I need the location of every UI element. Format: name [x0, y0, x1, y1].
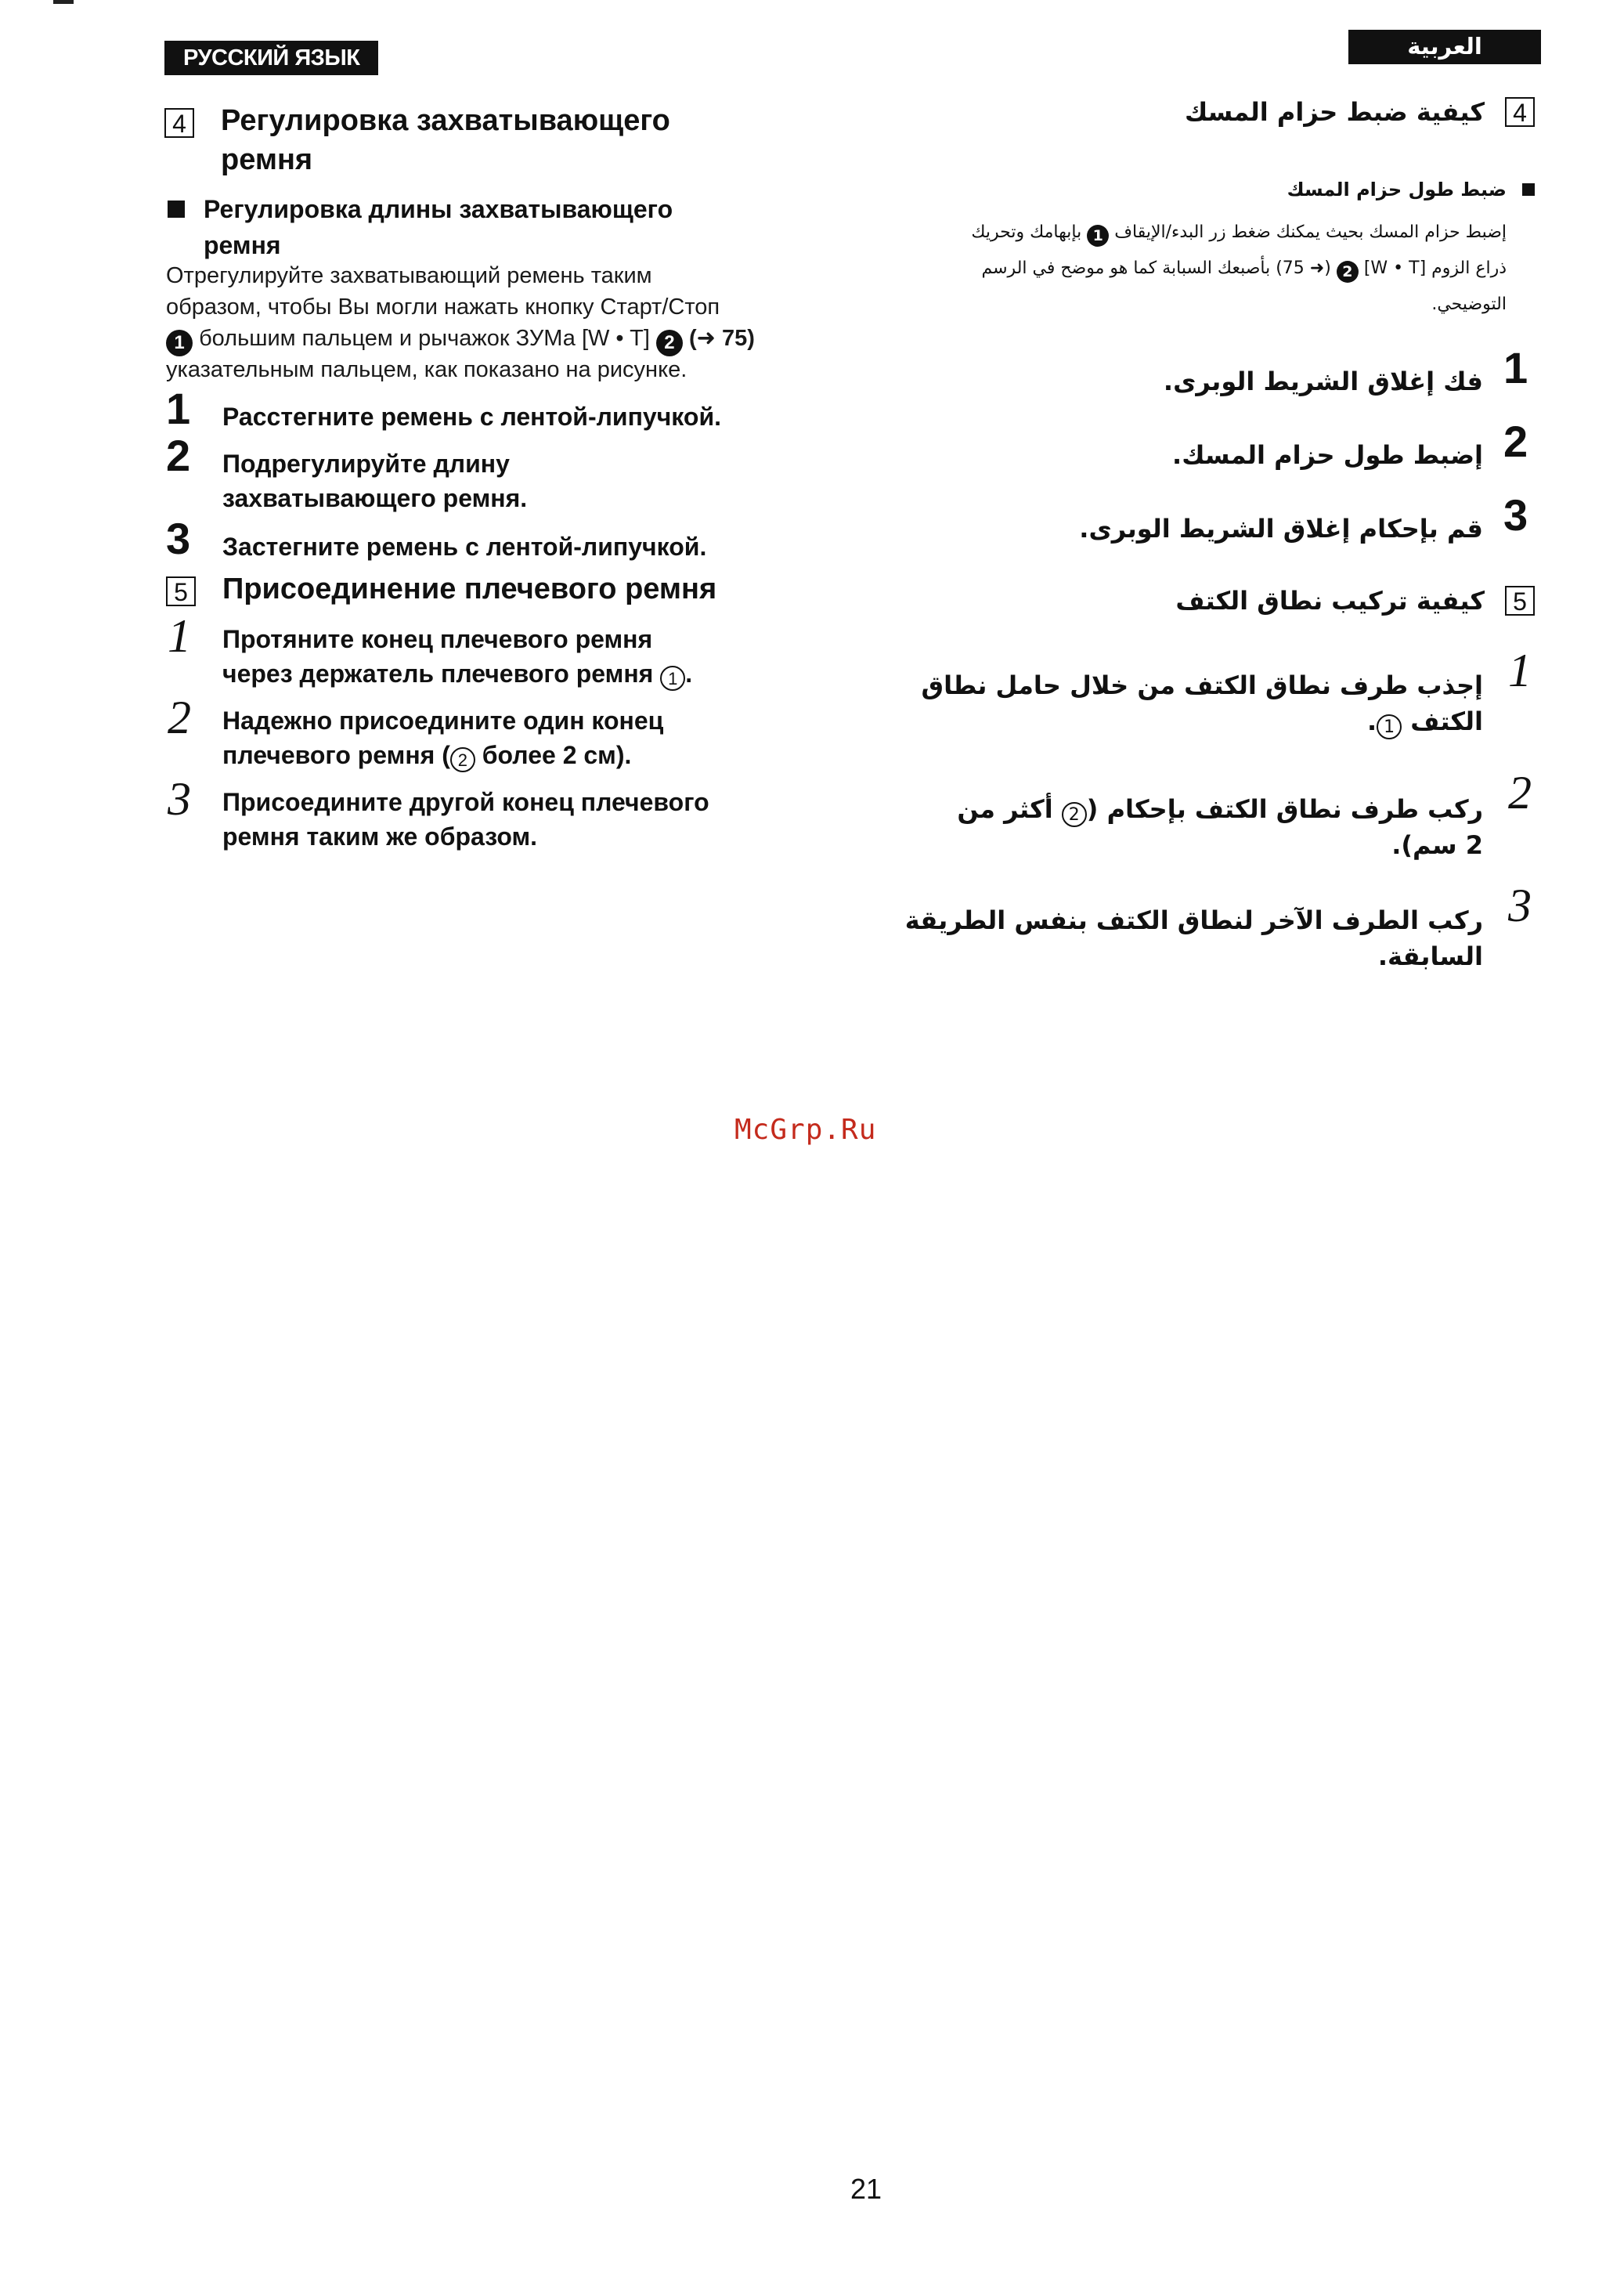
ar-body-line-1-a: إضبط حزام المسك بحيث يمكنك ضغط زر البدء/الإيقاف: [1114, 222, 1507, 242]
s5-step-1-line1: Протяните конец плечевого ремня: [222, 625, 653, 653]
ar-s5-step-1-number: 1: [1508, 645, 1532, 696]
ar-subsection-title: ضبط طول حزام المسك: [1287, 179, 1507, 201]
page-reference: (➜ 75): [689, 326, 755, 351]
ar-s5-step-2-line1-a: ركب طرف نطاق الكتف بإحكام (: [1086, 794, 1483, 824]
ar-s5-step-2-number: 2: [1508, 767, 1532, 818]
subsection-title-line2: ремня: [204, 231, 281, 259]
ar-s5-step-2-line2: 2 سم).: [1391, 830, 1483, 860]
ar-step-2-number: 2: [1503, 417, 1528, 466]
page-number: 21: [850, 2173, 882, 2205]
step-2-text-line2: захватывающего ремня.: [222, 484, 528, 512]
body-line-4: указательным пальцем, как показано на рисунке.: [166, 357, 687, 382]
ar-button-ref-1-icon: 1: [1087, 225, 1109, 247]
ar-body-line-3: التوضيحي.: [1431, 295, 1507, 314]
s5-step-2-line1: Надежно присоедините один конец: [222, 706, 664, 735]
ar-section-number-4: 4: [1505, 97, 1535, 127]
ar-section-4-title: كيفية ضبط حزام المسك: [1184, 97, 1485, 127]
s5-step-2-line2-a: плечевого ремня (: [222, 741, 450, 769]
callout-1-icon: 1: [660, 666, 685, 691]
section-4-title-line1: Регулировка захватывающего: [221, 104, 670, 137]
ar-step-1-text: فك إغلاق الشريط الوبرى.: [1163, 367, 1483, 396]
s5-step-1-line2: через держатель плечевого ремня 1 .: [222, 656, 692, 691]
s5-step-2-line2: [222, 738, 631, 772]
bullet-square-icon: [168, 201, 185, 218]
ar-step-3-text: قم بإحكام إغلاق الشريط الوبرى.: [1079, 514, 1483, 544]
s5-step-1-number: 1: [168, 610, 191, 662]
step-2-number: 2: [166, 431, 191, 480]
ar-s5-step-2-line1-b: أكثر من: [957, 794, 1053, 824]
section-number-5: 5: [166, 576, 196, 606]
ar-bullet-square-icon: [1522, 183, 1535, 196]
section-number-4: 4: [164, 108, 194, 138]
language-tag-russian: РУССКИЙ ЯЗЫК: [164, 41, 378, 75]
ar-callout-1-icon: 1: [1377, 714, 1402, 739]
button-ref-2-icon: 2: [656, 330, 683, 356]
ar-callout-2-icon: 2: [1062, 802, 1087, 827]
ar-step-3-number: 3: [1503, 490, 1528, 540]
section-5-title: Присоединение плечевого ремня: [222, 573, 717, 605]
step-2-text-line1: Подрегулируйте длину: [222, 450, 510, 478]
callout-2-icon: 2: [450, 747, 475, 772]
ar-body-line-1: [971, 215, 1507, 251]
language-tag-arabic: العربية: [1348, 30, 1541, 64]
body-line-3: [166, 323, 755, 356]
subsection-title-line1: Регулировка длины захватывающего: [204, 195, 673, 223]
body-line-1: Отрегулируйте захватывающий ремень таким: [166, 263, 652, 288]
ar-body-line-2: [981, 251, 1507, 287]
s5-step-2-line2-b: более 2 см).: [482, 741, 632, 769]
ar-s5-step-3-line2: السابقة.: [1377, 941, 1483, 971]
ar-section-number-5: 5: [1505, 586, 1535, 616]
ar-s5-step-1-line2: الكتف 1.: [1367, 703, 1483, 739]
ar-body-line-1-b: بإبهامك وتحريك: [971, 222, 1082, 242]
ar-s5-step-1-line1: إجذب طرف نطاق الكتف من خلال حامل نطاق: [921, 670, 1483, 700]
ar-s5-step-3-number: 3: [1508, 880, 1532, 931]
body-line-3-text-a: большим пальцем и рычажок ЗУМа [W • T]: [199, 326, 650, 351]
ar-s5-step-2-line1: [957, 791, 1483, 827]
step-3-number: 3: [166, 514, 191, 563]
ar-step-1-number: 1: [1503, 343, 1528, 392]
s5-step-1-line2-text: через держатель плечевого ремня: [222, 659, 654, 688]
s5-step-3-line2: ремня таким же образом.: [222, 822, 537, 851]
button-ref-1-icon: 1: [166, 330, 193, 356]
watermark: McGrp.Ru: [734, 1114, 877, 1146]
body-line-2: образом, чтобы Вы могли нажать кнопку Старт/Стоп: [166, 295, 720, 320]
s5-step-3-number: 3: [168, 773, 191, 825]
step-1-text: Расстегните ремень с лентой-липучкой.: [222, 403, 721, 431]
ar-s5-step-3-line1: ركب الطرف الآخر لنطاق الكتف بنفس الطريقة: [904, 905, 1483, 935]
corner-mark: [53, 0, 74, 4]
ar-section-5-title: كيفية تركيب نطاق الكتف: [1175, 586, 1485, 616]
ar-body-line-2-b: (➜ 75) بأصبعك السبابة كما هو موضح في الرسم: [981, 258, 1331, 278]
step-1-number: 1: [166, 384, 191, 433]
section-4-title-line2: ремня: [221, 143, 313, 176]
step-3-text: Застегните ремень с лентой-липучкой.: [222, 533, 707, 561]
ar-body-line-2-a: ذراع الزوم [W • T]: [1363, 258, 1507, 278]
s5-step-2-number: 2: [168, 692, 191, 743]
ar-s5-step-1-line2-text: الكتف: [1410, 706, 1483, 736]
ar-step-2-text: إضبط طول حزام المسك.: [1172, 440, 1483, 470]
ar-button-ref-2-icon: 2: [1337, 261, 1359, 283]
s5-step-3-line1: Присоедините другой конец плечевого: [222, 788, 709, 816]
